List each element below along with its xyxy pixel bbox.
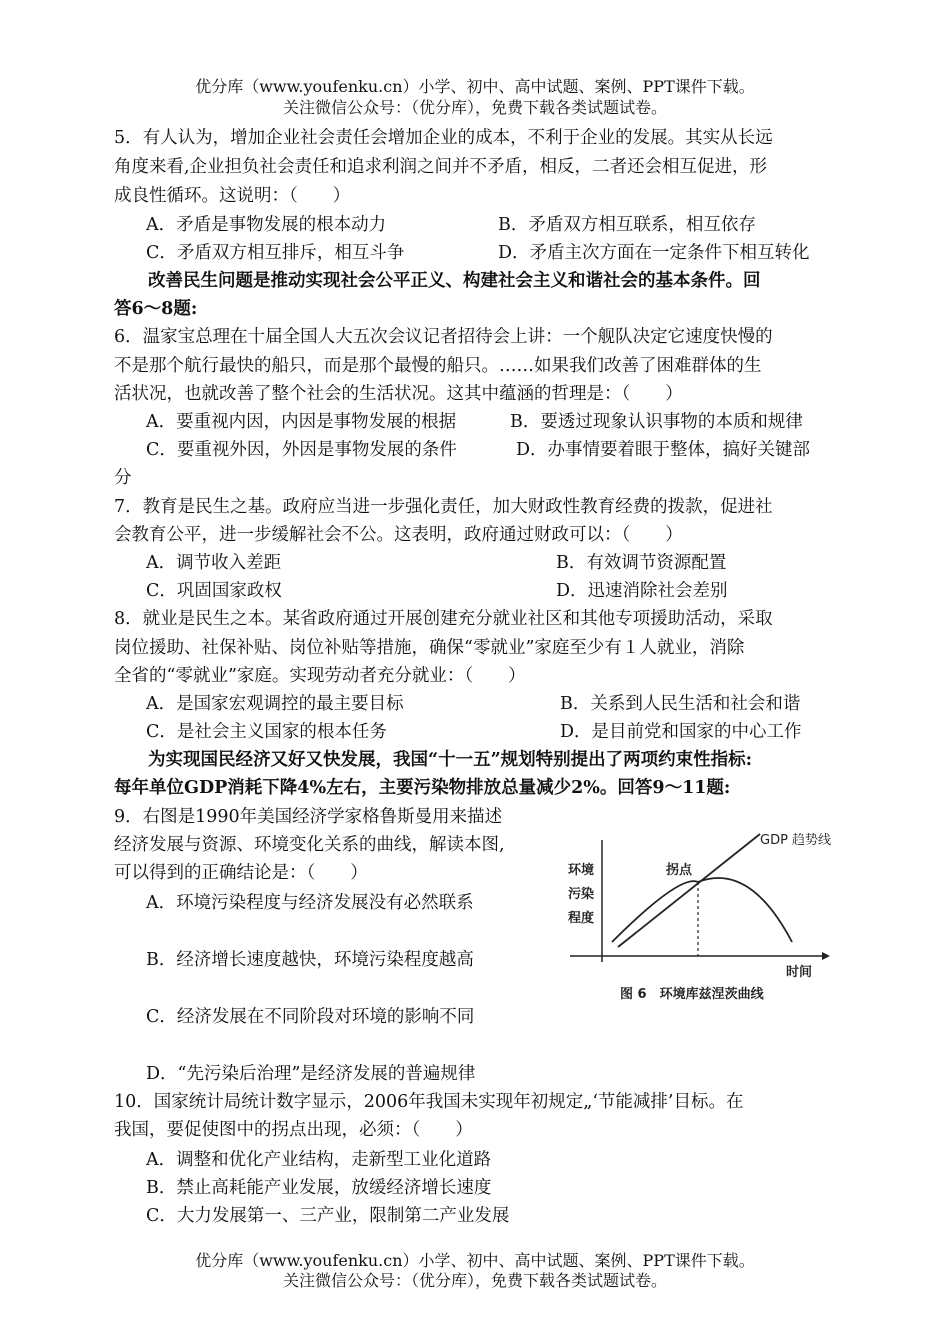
q9-stem-line-1: 9．右图是1990年美国经济学家格鲁斯曼用来描述 — [114, 807, 503, 827]
q7-option-c: C．巩固国家政权 — [146, 581, 282, 601]
q5-stem-line-3: 成良性循环。这说明：（ ） — [114, 186, 351, 206]
q6-option-d: D．办事情要着眼于整体，搞好关键部 — [516, 440, 811, 460]
q6-option-d-wrap: 分 — [114, 468, 132, 488]
gdp-trend-label: GDP 趋势线 — [760, 833, 832, 848]
turning-point-label: 拐点 — [666, 863, 693, 878]
q5-option-d: D．矛盾主次方面在一定条件下相互转化 — [498, 243, 810, 263]
q10-stem-line-1: 10．国家统计局统计数字显示，2006年我国未实现年初规定„‘节能减排’目标。在 — [114, 1092, 744, 1112]
section-intro-2-line-2: 每年单位GDP消耗下降4%左右，主要污染物排放总量减少2%。回答9～11题: — [114, 778, 731, 798]
q8-option-a: A．是国家宏观调控的最主要目标 — [146, 694, 404, 714]
q8-stem-line-1: 8．就业是民生之本。某省政府通过开展创建充分就业社区和其他专项援助活动，采取 — [114, 609, 773, 629]
q10-option-c: C．大力发展第一、三产业，限制第二产业发展 — [146, 1206, 510, 1226]
q8-option-d: D．是目前党和国家的中心工作 — [560, 722, 802, 742]
q6-stem-line-3: 活状况，也就改善了整个社会的生活状况。这其中蕴涵的哲理是：（ ） — [114, 384, 683, 404]
kuznets-curve-figure — [560, 822, 850, 1012]
q7-option-b: B．有效调节资源配置 — [556, 553, 727, 573]
q8-stem-line-2: 岗位援助、社保补贴、岗位补贴等措施，确保“零就业”家庭至少有１人就业，消除 — [114, 638, 745, 658]
environment-curve — [612, 878, 792, 942]
q10-option-a: A．调整和优化产业结构，走新型工业化道路 — [146, 1150, 492, 1170]
figure-caption: 图 6 环境库兹涅茨曲线 — [620, 987, 764, 1002]
q9-stem-line-2: 经济发展与资源、环境变化关系的曲线，解读本图, — [114, 835, 505, 855]
x-axis-arrow — [822, 952, 830, 960]
q6-option-a: A．要重视内因，内因是事物发展的根据 — [146, 412, 457, 432]
footer-line-1: 优分库（www.youfenku.cn）小学、初中、高中试题、案例、PPT课件下载。 — [195, 1251, 755, 1270]
q7-stem-line-1: 7．教育是民生之基。政府应当进一步强化责任，加大财政性教育经费的拨款，促进社 — [114, 497, 773, 517]
q6-option-c: C．要重视外因，外因是事物发展的条件 — [146, 440, 457, 460]
q5-stem-line-1: 5．有人认为，增加企业社会责任会增加企业的成本，不利于企业的发展。其实从长远 — [114, 128, 773, 148]
header-line-2: 关注微信公众号：（优分库），免费下载各类试题试卷。 — [282, 98, 667, 117]
x-axis-label: 时间 — [786, 965, 813, 980]
y-axis-label-line-2: 污染 — [568, 887, 595, 902]
q10-stem-line-2: 我国，要促使图中的拐点出现，必须：（ ） — [114, 1120, 473, 1140]
q6-option-b: B．要透过现象认识事物的本质和规律 — [510, 412, 803, 432]
q9-stem-line-3: 可以得到的正确结论是：（ ） — [114, 863, 368, 883]
footer-line-2: 关注微信公众号：（优分库），免费下载各类试题试卷。 — [282, 1271, 667, 1290]
q7-stem-line-2: 会教育公平，进一步缓解社会不公。这表明，政府通过财政可以：（ ） — [114, 525, 683, 545]
q6-stem-line-2: 不是那个航行最快的船只，而是那个最慢的船只。……如果我们改善了困难群体的生 — [114, 356, 762, 376]
q5-option-b: B．矛盾双方相互联系，相互依存 — [498, 215, 756, 235]
q10-option-b: B．禁止高耗能产业发展，放缓经济增长速度 — [146, 1178, 492, 1198]
y-axis-label-line-3: 程度 — [568, 911, 595, 926]
q8-option-c: C．是社会主义国家的根本任务 — [146, 722, 387, 742]
section-intro-1-line-2: 答6～8题: — [114, 299, 198, 319]
q5-stem-line-2: 角度来看,企业担负社会责任和追求利润之间并不矛盾，相反，二者还会相互促进，形 — [114, 157, 768, 177]
y-axis-label-line-1: 环境 — [568, 863, 595, 878]
gdp-trend-line — [618, 834, 760, 947]
header-line-1: 优分库（www.youfenku.cn）小学、初中、高中试题、案例、PPT课件下载。 — [195, 77, 755, 96]
q5-option-c: C．矛盾双方相互排斥，相互斗争 — [146, 243, 405, 263]
q9-option-a: A．环境污染程度与经济发展没有必然联系 — [146, 893, 474, 913]
q5-option-a: A．矛盾是事物发展的根本动力 — [146, 215, 387, 235]
q6-stem-line-1: 6．温家宝总理在十届全国人大五次会议记者招待会上讲：一个舰队决定它速度快慢的 — [114, 327, 773, 347]
q8-stem-line-3: 全省的“零就业”家庭。实现劳动者充分就业：（ ） — [114, 666, 526, 686]
q9-option-b: B．经济增长速度越快，环境污染程度越高 — [146, 950, 474, 970]
section-intro-1-line-1: 改善民生问题是推动实现社会公平正义、构建社会主义和谐社会的基本条件。回 — [148, 271, 761, 291]
q7-option-a: A．调节收入差距 — [146, 553, 282, 573]
q8-option-b: B．关系到人民生活和社会和谐 — [560, 694, 801, 714]
q9-option-c: C．经济发展在不同阶段对环境的影响不同 — [146, 1007, 475, 1027]
section-intro-2-line-1: 为实现国民经济又好又快发展，我国“十一五”规划特别提出了两项约束性指标: — [148, 750, 753, 770]
q7-option-d: D．迅速消除社会差别 — [556, 581, 728, 601]
q9-option-d: D．“先污染后治理”是经济发展的普遍规律 — [146, 1064, 476, 1084]
